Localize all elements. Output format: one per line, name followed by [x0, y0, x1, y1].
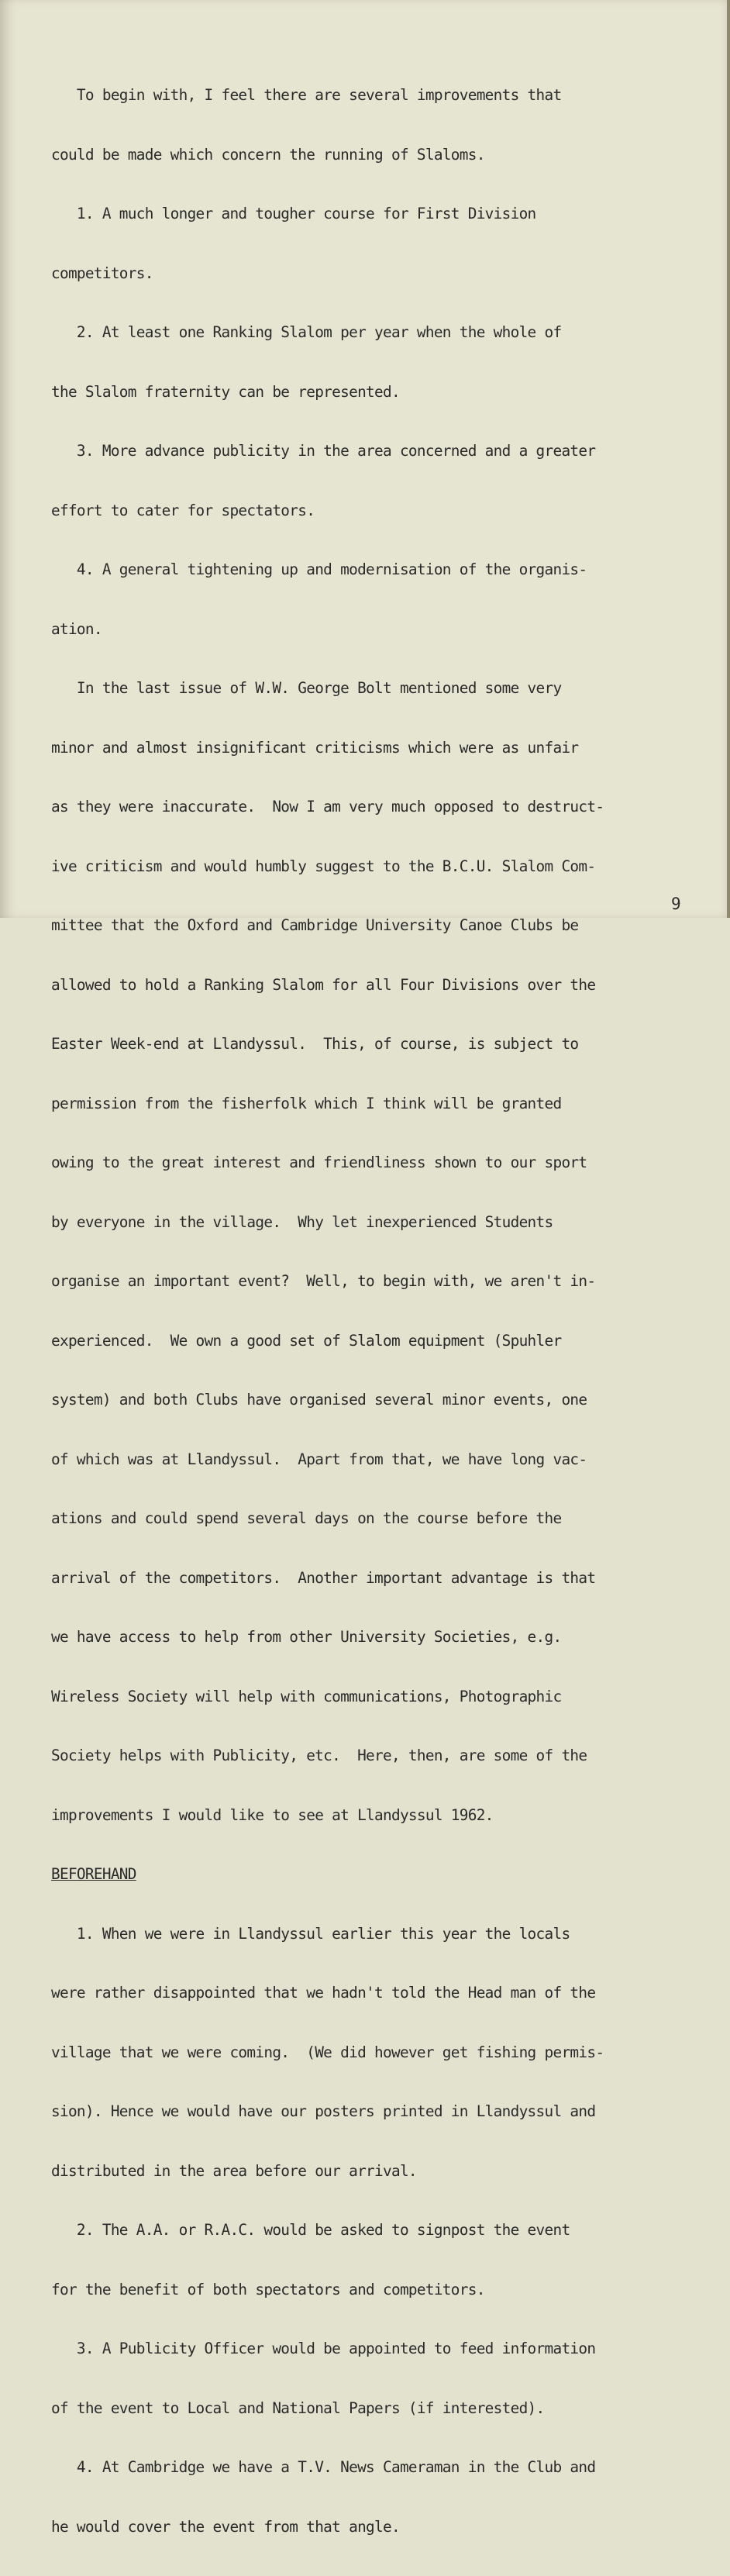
text-line: of which was at Llandyssul. Apart from that, we have long vac- [51, 1450, 587, 1468]
text-line: by everyone in the village. Why let inexperienced Students [51, 1212, 553, 1231]
page-number: 9 [671, 895, 681, 913]
text-line: experienced. We own a good set of Slalom equipment (Spuhler [51, 1331, 562, 1350]
text-line: minor and almost insignificant criticisms which were as unfair [51, 738, 579, 757]
text-line: improvements I would like to see at Llandyssul 1962. [51, 1805, 494, 1824]
text-line: village that we were coming. (We did however get fishing permis- [51, 2043, 604, 2061]
text-line: Wireless Society will help with communications, Photographic [51, 1687, 562, 1705]
text-line: we have access to help from other University Societies, e.g. [51, 1628, 562, 1646]
text-line: the Slalom fraternity can be represented. [51, 382, 400, 401]
text-line: Easter Week-end at Llandyssul. This, of course, is subject to [51, 1035, 579, 1053]
text-line: Society helps with Publicity, etc. Here, then, are some of the [51, 1747, 587, 1764]
text-line: ive criticism and would humbly suggest to the B.C.U. Slalom Com- [51, 857, 596, 875]
text-line: ations and could spend several days on the course before the [51, 1509, 562, 1527]
text-line: 2. The A.A. or R.A.C. would be asked to signpost the event [51, 2221, 570, 2239]
text-line: he would cover the event from that angle. [51, 2517, 400, 2536]
text-line: system) and both Clubs have organised several minor events, one [51, 1391, 587, 1409]
text-line: for the benefit of both spectators and competitors. [51, 2280, 485, 2298]
text-line: 4. A general tightening up and modernisation of the organis- [51, 560, 587, 578]
text-line: 1. When we were in Llandyssul earlier this year the locals [51, 1924, 570, 1943]
text-line: ation. [51, 619, 102, 638]
text-line: mittee that the Oxford and Cambridge University Canoe Clubs be [51, 916, 579, 934]
text-line: 4. At Cambridge we have a T.V. News Cameraman in the Club and [51, 2458, 596, 2476]
text-line: To begin with, I feel there are several improvements that [51, 86, 562, 104]
text-line: owing to the great interest and friendliness shown to our sport [51, 1154, 587, 1171]
text-line: distributed in the area before our arrival. [51, 2161, 417, 2180]
text-line: effort to cater for spectators. [51, 501, 315, 519]
text-line: allowed to hold a Ranking Slalom for all Four Divisions over the [51, 975, 596, 994]
text-line: 3. A Publicity Officer would be appointed to feed information [51, 2340, 596, 2357]
text-line: 1. A much longer and tougher course for First Division [51, 205, 536, 222]
text-line: as they were inaccurate. Now I am very much opposed to destruct- [51, 798, 604, 816]
text-line: In the last issue of W.W. George Bolt mentioned some very [51, 679, 562, 697]
text-line: permission from the fisherfolk which I think will be granted [51, 1094, 562, 1112]
text-line: of the event to Local and National Papers (if interested). [51, 2398, 545, 2417]
page-edge [727, 0, 730, 918]
text-line: competitors. [51, 264, 153, 282]
body-text [51, 46, 694, 2576]
section-heading: BEFOREHAND [51, 1865, 136, 1883]
text-line: 2. At least one Ranking Slalom per year when the whole of [51, 323, 562, 341]
text-line: could be made which concern the running of Slaloms. [51, 145, 485, 164]
text-line: sion). Hence we would have our posters printed in Llandyssul and [51, 2102, 596, 2120]
text-line: were rather disappointed that we hadn't told the Head man of the [51, 1984, 596, 2002]
text-line: arrival of the competitors. Another important advantage is that [51, 1568, 596, 1587]
text-line: 3. More advance publicity in the area concerned and a greater [51, 442, 596, 460]
text-line: organise an important event? Well, to begin with, we aren't in- [51, 1272, 596, 1290]
